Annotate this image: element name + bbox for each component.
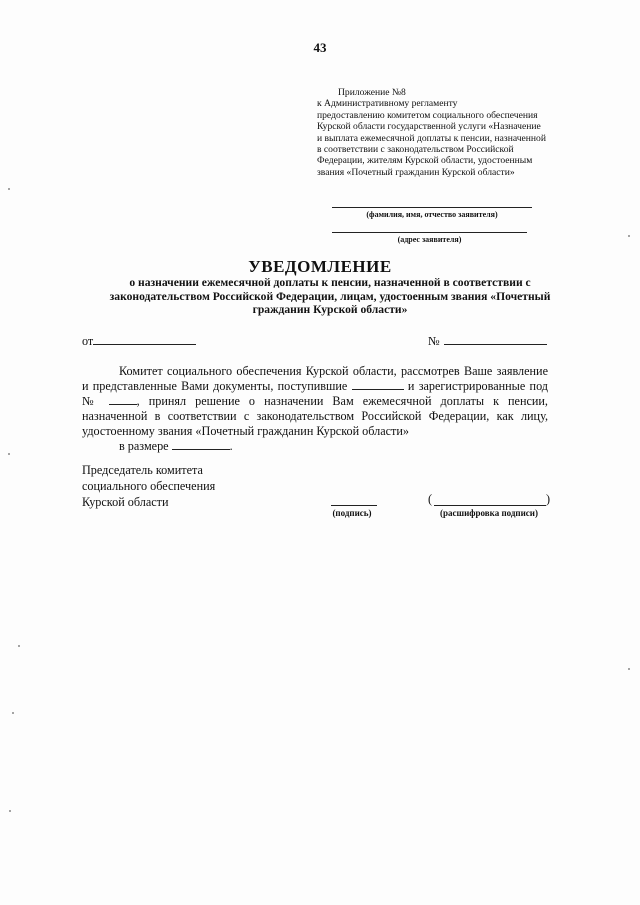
scan-speck bbox=[18, 645, 20, 647]
body-text-3: № bbox=[82, 394, 100, 408]
body-text-2: и зарегистрированные под bbox=[407, 379, 549, 393]
appendix-block bbox=[317, 87, 579, 178]
applicant-address-caption: (адрес заявителя) bbox=[397, 235, 462, 244]
from-date-field[interactable] bbox=[93, 334, 196, 345]
appendix-line: к Административному регламенту bbox=[317, 98, 458, 110]
amount-end: . bbox=[229, 439, 233, 453]
received-date-field[interactable] bbox=[352, 379, 404, 390]
amount-label: в размере bbox=[119, 439, 169, 453]
appendix-line: звания «Почетный гражданин Курской области» bbox=[317, 166, 515, 178]
number-label: № bbox=[428, 334, 440, 348]
amount-field[interactable] bbox=[172, 439, 230, 450]
body-text-1: Комитет социального обеспечения Курской области, рассмотрев Ваше заявление и представленные Вами документы, поступившие bbox=[82, 364, 548, 393]
decoding-caption: (расшифровка подписи) bbox=[440, 508, 538, 518]
amount-line bbox=[82, 439, 548, 454]
appendix-line: Курской области государственной услуги «Назначение bbox=[317, 121, 541, 133]
notice-number-field[interactable] bbox=[444, 334, 547, 345]
appendix-title: Приложение №8 bbox=[338, 87, 406, 98]
appendix-line: предоставлению комитетом социального обеспечения bbox=[317, 109, 538, 121]
notice-title: УВЕДОМЛЕНИЕ bbox=[248, 257, 392, 276]
applicant-name-line[interactable] bbox=[332, 207, 532, 208]
scan-speck bbox=[9, 810, 11, 812]
from-label: от bbox=[82, 334, 94, 348]
signatory-line: Председатель комитета bbox=[82, 463, 203, 477]
signatory-line: социального обеспечения bbox=[82, 479, 216, 493]
decoding-line[interactable] bbox=[434, 505, 546, 506]
signatory-block bbox=[82, 462, 215, 510]
body-paragraph bbox=[82, 364, 548, 439]
applicant-name-caption: (фамилия, имя, отчество заявителя) bbox=[366, 210, 498, 219]
page-number: 43 bbox=[313, 40, 327, 55]
body-text-4: , принял решение о назначении Вам ежемесячной доплаты к пенсии, назначенной в соответствии с законодательством Российской Федерации, как лицу, удостоенному звания «Почетный гражданин Курской области» bbox=[82, 394, 548, 438]
scan-speck bbox=[12, 712, 14, 714]
notice-number bbox=[428, 334, 547, 349]
appendix-line: и выплата ежемесячной доплаты к пенсии, назначенной bbox=[317, 132, 546, 144]
signature-line[interactable] bbox=[331, 505, 377, 506]
notice-subtitle: о назначении ежемесячной доплаты к пенсии, назначенной в соответствии с законодательством Российской Федерации, лицам, удостоенным звания «Почетный гражданин Курской области» bbox=[109, 276, 551, 316]
scan-speck bbox=[8, 188, 10, 190]
applicant-address-line[interactable] bbox=[332, 232, 527, 233]
notice-body bbox=[82, 364, 548, 454]
appendix-line: Федерации, жителям Курской области, удостоенным bbox=[317, 155, 533, 167]
decoding-close: ) bbox=[546, 492, 551, 506]
scan-speck bbox=[8, 453, 10, 455]
scan-speck bbox=[628, 668, 630, 670]
registration-number-field[interactable] bbox=[109, 394, 137, 405]
scan-speck bbox=[628, 235, 630, 237]
appendix-line: в соответствии с законодательством Российской bbox=[317, 144, 514, 156]
signature-caption: (подпись) bbox=[332, 508, 372, 518]
from-date bbox=[82, 334, 196, 349]
decoding-open: ( bbox=[428, 492, 433, 506]
signatory-line: Курской области bbox=[82, 495, 169, 509]
